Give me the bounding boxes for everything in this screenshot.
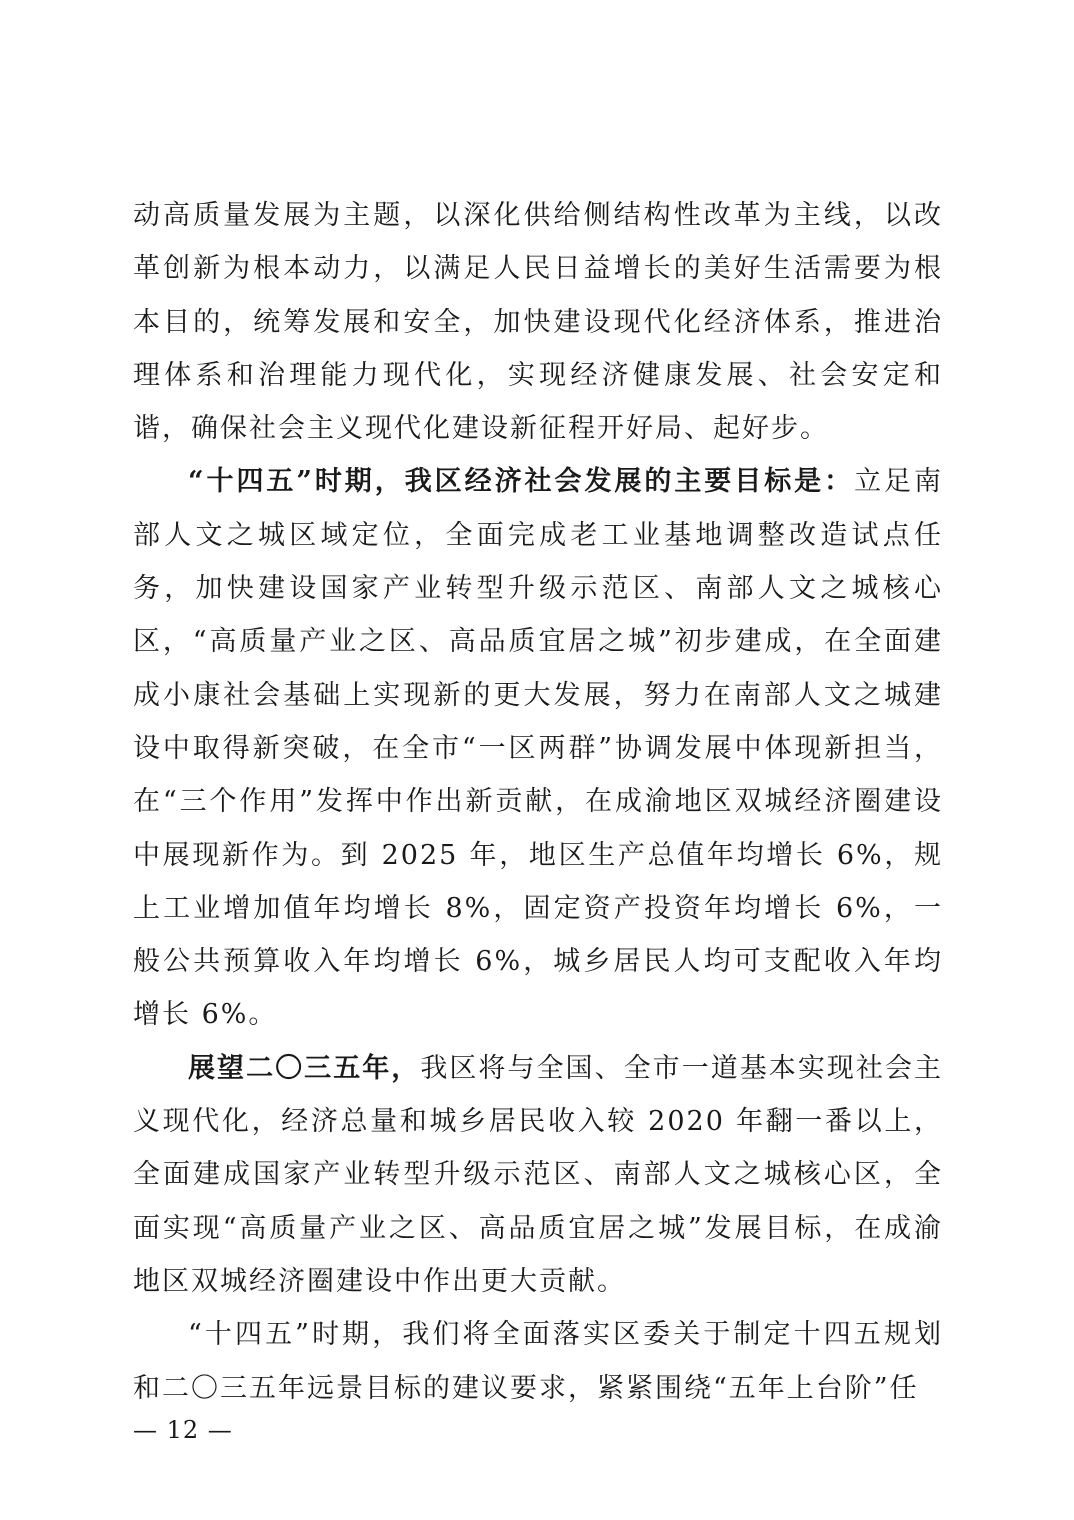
paragraph-2-text: 立足南部人文之城区域定位，全面完成老工业基地调整改造试点任务，加快建设国家产业转型升级示范区、南部人文之城核心区，“高质量产业之区、高品质宜居之城”初步建成，在全面建成小康社会基础上实现新的更大发展，努力在南部人文之城建设中取得新突破，在全市“一区两群”协调发展中体现新担当，在“三个作用”发挥中作出新贡献，在成渝地区双城经济圈建设中展现新作为。到 2025 年，地区生产总值年均增长 6%，规上工业增加值年均增长 8%，固定资产投资年均增长 6%，一般公共预算收入年均增长 6%，城乡居民人均可支配收入年均增长 6%。 [133,466,944,1031]
paragraph-2-lead: “十四五”时期，我区经济社会发展的主要目标是： [188,466,855,498]
page-number: — 12 — [133,1416,233,1444]
paragraph-3-text: 我区将与全国、全市一道基本实现社会主义现代化，经济总量和城乡居民收入较 2020 年翻一番以上，全面建成国家产业转型升级示范区、南部人文之城核心区，全面实现“高质量产业之区、高品质宜居之城”发展目标，在成渝地区双城经济圈建设中作出更大贡献。 [133,1052,944,1297]
paragraph-1 [133,189,943,455]
paragraph-4 [133,1308,943,1415]
document-body [133,189,943,1415]
paragraph-3 [133,1042,943,1308]
paragraph-3-lead: 展望二〇三五年， [188,1052,421,1084]
paragraph-2 [133,455,943,1041]
paragraph-1-text: 动高质量发展为主题，以深化供给侧结构性改革为主线，以改革创新为根本动力，以满足人民日益增长的美好生活需要为根本目的，统筹发展和安全，加快建设现代化经济体系，推进治理体系和治理能力现代化，实现经济健康发展、社会安定和谐，确保社会主义现代化建设新征程开好局、起好步。 [133,200,943,445]
paragraph-4-text: “十四五”时期，我们将全面落实区委关于制定十四五规划和二〇三五年远景目标的建议要求，紧紧围绕“五年上台阶”任 [133,1319,943,1404]
